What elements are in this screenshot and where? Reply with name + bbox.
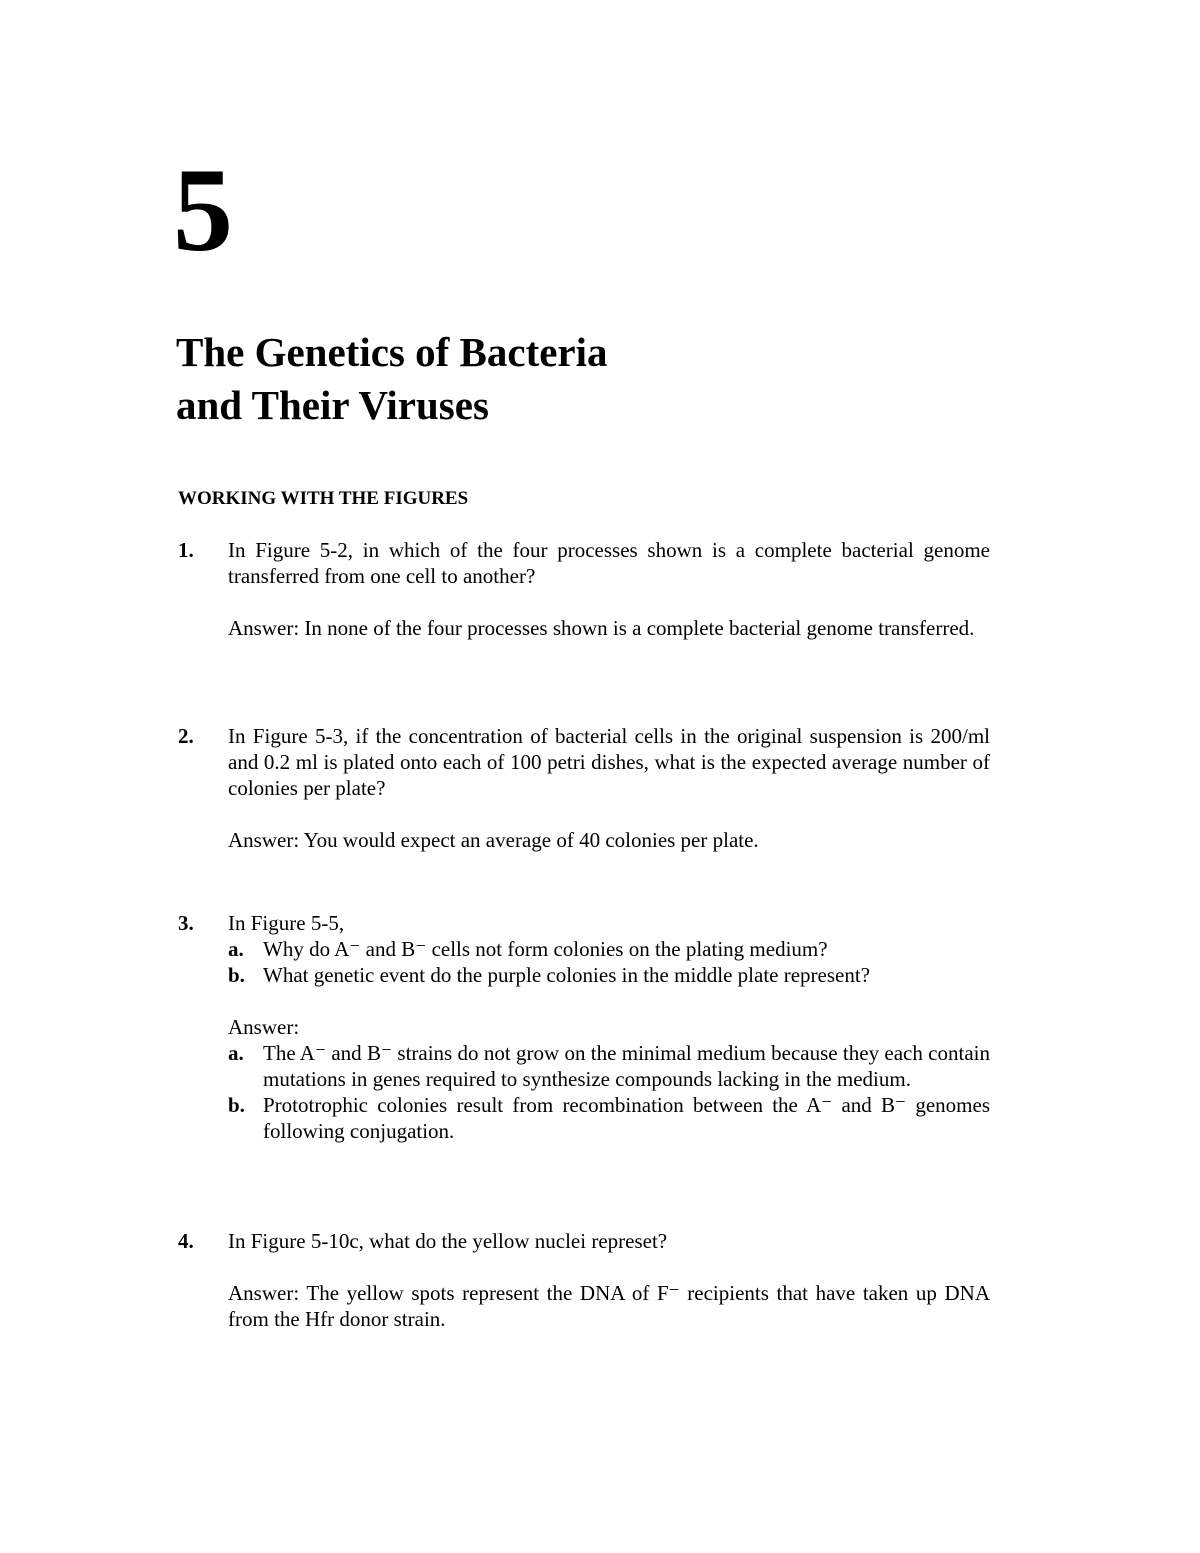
- question-item-4: [178, 1228, 990, 1332]
- question-item-1: [178, 537, 990, 641]
- answer-text: Answer: You would expect an average of 40 colonies per plate.: [228, 828, 759, 852]
- section-heading: WORKING WITH THE FIGURES: [178, 488, 469, 509]
- question-text: In Figure 5-3, if the concentration of bacterial cells in the original suspension is 200/ml and 0.2 ml is plated onto each of 100 petri dishes, what is the expected average number of colonies per plate?: [228, 724, 990, 800]
- part-letter: a.: [228, 1041, 244, 1065]
- answer-text: Answer: In none of the four processes shown is a complete bacterial genome transferred.: [228, 616, 975, 640]
- chapter-number: 5: [173, 143, 233, 276]
- answer-label: Answer:: [228, 1015, 300, 1039]
- question-text: In Figure 5-2, in which of the four processes shown is a complete bacterial genome transferred from one cell to another?: [228, 538, 990, 588]
- question-part-a: [228, 936, 990, 962]
- question-item-2: [178, 723, 990, 853]
- question-number: 1.: [178, 538, 194, 562]
- answer-part-a: [228, 1040, 990, 1092]
- chapter-title-line-2: and Their Viruses: [176, 382, 489, 428]
- answer-text: Answer: The yellow spots represent the DNA of F⁻ recipients that have taken up DNA from the Hfr donor strain.: [228, 1281, 990, 1331]
- part-text: The A⁻ and B⁻ strains do not grow on the minimal medium because they each contain mutations in genes required to synthesize compounds lacking in the medium.: [263, 1041, 990, 1091]
- part-letter: a.: [228, 937, 244, 961]
- question-number: 2.: [178, 724, 194, 748]
- question-part-b: [228, 962, 990, 988]
- part-letter: b.: [228, 963, 245, 987]
- part-letter: b.: [228, 1093, 245, 1117]
- part-text: Prototrophic colonies result from recombination between the A⁻ and B⁻ genomes following conjugation.: [263, 1093, 990, 1143]
- question-text: In Figure 5-10c, what do the yellow nuclei represet?: [228, 1229, 668, 1253]
- question-text: In Figure 5-5,: [228, 911, 345, 935]
- question-number: 4.: [178, 1229, 194, 1253]
- question-number: 3.: [178, 911, 194, 935]
- answer-part-b: [228, 1092, 990, 1144]
- chapter-title: [176, 326, 608, 432]
- part-text: What genetic event do the purple colonies in the middle plate represent?: [263, 963, 871, 987]
- question-item-3: [178, 910, 990, 1144]
- part-text: Why do A⁻ and B⁻ cells not form colonies on the plating medium?: [263, 937, 828, 961]
- chapter-title-line-1: The Genetics of Bacteria: [176, 329, 608, 375]
